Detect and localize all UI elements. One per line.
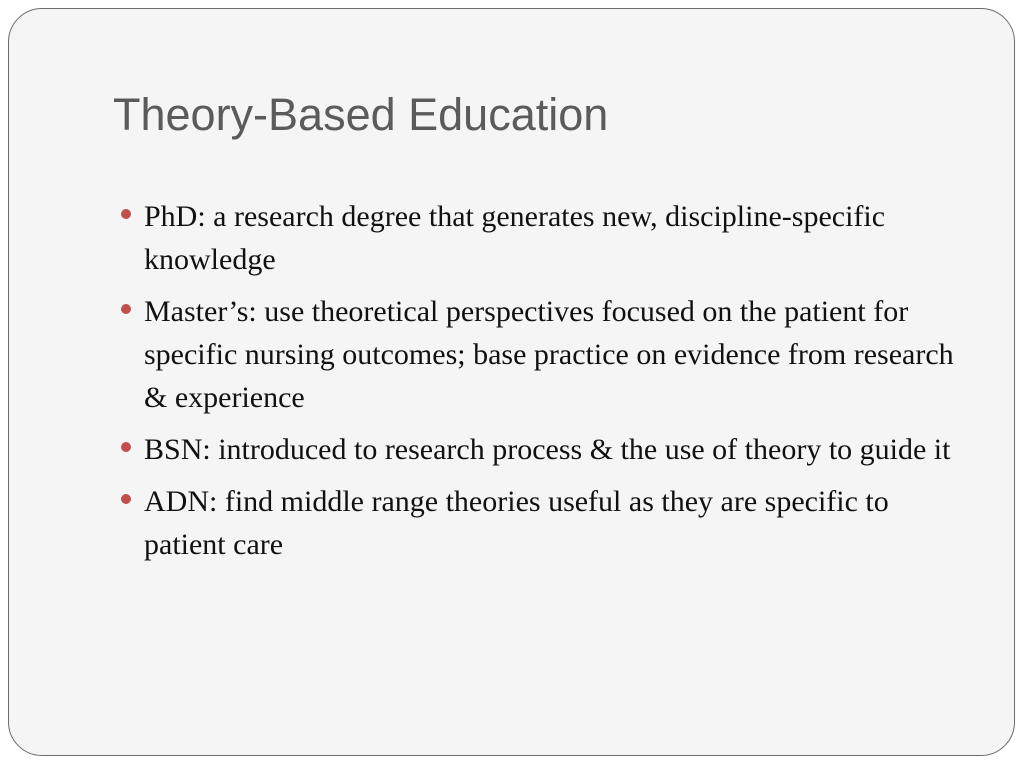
bullet-text: Master’s: use theoretical perspectives focused on the patient for specific nursing outcomes; base practice on evidence from research & experience bbox=[144, 295, 954, 414]
slide-frame bbox=[8, 8, 1015, 756]
bullet-text: BSN: introduced to research process & the use of theory to guide it bbox=[144, 433, 951, 466]
bullet-item-phd bbox=[113, 195, 973, 281]
slide-title: Theory-Based Education bbox=[113, 89, 609, 140]
bullet-list bbox=[113, 195, 973, 575]
bullet-item-adn bbox=[113, 480, 973, 566]
bullet-item-masters bbox=[113, 290, 973, 419]
bullet-item-bsn bbox=[113, 428, 973, 471]
bullet-text: PhD: a research degree that generates new, discipline-specific knowledge bbox=[144, 200, 886, 276]
bullet-dot-icon bbox=[121, 304, 131, 314]
bullet-text: ADN: find middle range theories useful as they are specific to patient care bbox=[144, 485, 889, 561]
bullet-dot-icon bbox=[121, 494, 131, 504]
bullet-dot-icon bbox=[121, 442, 131, 452]
bullet-dot-icon bbox=[121, 209, 131, 219]
